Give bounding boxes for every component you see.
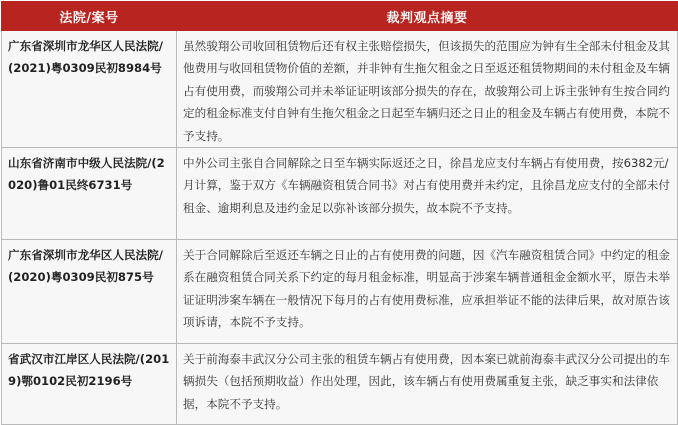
table-row <box>2 148 678 240</box>
table-row <box>2 31 678 148</box>
table-row <box>2 344 678 425</box>
court-cell: 省武汉市江岸区人民法院/(2019)鄂0102民初2196号 <box>2 344 177 425</box>
header-court: 法院/案号 <box>2 2 177 31</box>
summary-cell: 关于合同解除后至返还车辆之日止的占有使用费的问题，因《汽车融资租赁合同》中约定的租金系在融资租赁合同关系下约定的每月租金标准，明显高于涉案车辆普通租金金额水平，原告未举证证明涉案车辆在一般情况下每月的占有使用费标准，应承担举证不能的法律后果，故对原告该项诉请，本院不予支持。 <box>177 240 678 344</box>
court-cell: 山东省济南市中级人民法院/(2020)鲁01民终6731号 <box>2 148 177 240</box>
table-row <box>2 240 678 344</box>
summary-cell: 虽然骏翔公司收回租赁物后还有权主张赔偿损失，但该损失的范围应为钟有生全部未付租金及其他费用与收回租赁物价值的差额，并非钟有生拖欠租金之日至返还租赁物期间的未付租金及车辆占有使用费，而骏翔公司并未举证证明该部分损失的存在，故骏翔公司上诉主张钟有生按合同约定的租金标准支付自钟有生拖欠租金之日起至车辆归还之日止的租金及车辆占有使用费，本院不予支持。 <box>177 31 678 148</box>
summary-cell: 关于前海泰丰武汉分公司主张的租赁车辆占有使用费，因本案已就前海泰丰武汉分公司提出的车辆损失（包括预期收益）作出处理，因此，该车辆占有使用费属重复主张，缺乏事实和法律依据，本院不予支持。 <box>177 344 678 425</box>
court-cell: 广东省深圳市龙华区人民法院/(2021)粤0309民初8984号 <box>2 31 177 148</box>
header-summary: 裁判观点摘要 <box>177 2 678 31</box>
case-table-container <box>1 1 677 425</box>
table-header-row <box>2 2 678 31</box>
summary-cell: 中外公司主张自合同解除之日至车辆实际返还之日，徐昌龙应支付车辆占有使用费，按6382元/月计算，鉴于双方《车辆融资租赁合同书》对占有使用费并未约定，且徐昌龙应支付的全部未付租金、逾期利息及违约金足以弥补该部分损失，故本院不予支持。 <box>177 148 678 240</box>
case-summary-table <box>1 1 678 425</box>
court-cell: 广东省深圳市龙华区人民法院/(2020)粤0309民初875号 <box>2 240 177 344</box>
